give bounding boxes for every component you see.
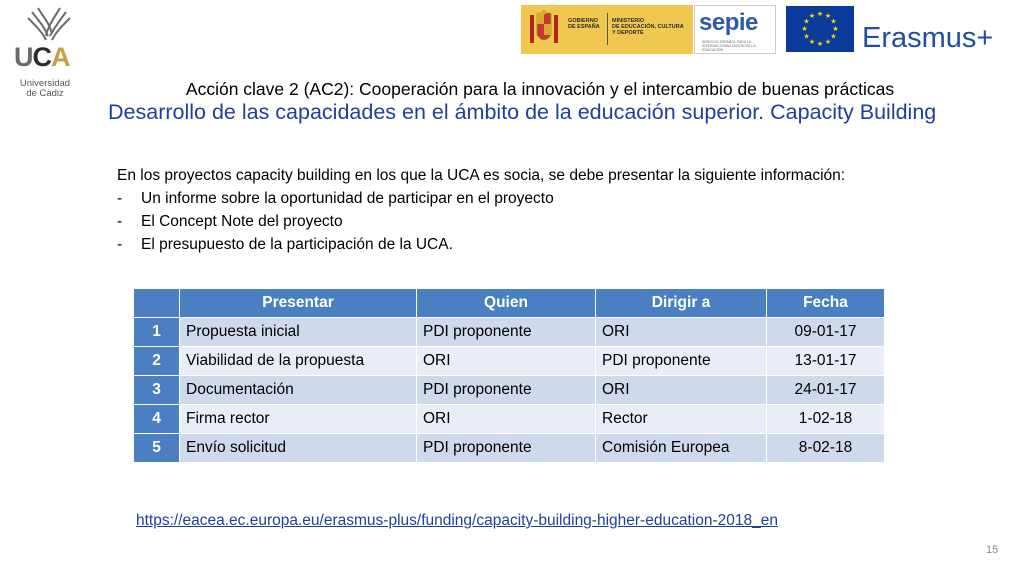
svg-text:★: ★ <box>801 25 808 33</box>
sepie-logo: sepie <box>699 9 758 36</box>
sepie-subtitle: SERVICIO ESPAÑOL PARA LA INTERNACIONALIZACIÓN DE LA EDUCACIÓN <box>702 40 756 52</box>
svg-text:★: ★ <box>830 17 837 26</box>
table-row <box>134 318 885 347</box>
cell-presentar: Envío solicitud <box>180 434 417 463</box>
list-item: - Un informe sobre la oportunidad de participar en el proyecto <box>117 190 554 207</box>
table-header-row <box>134 289 885 318</box>
uca-logo: UCA <box>14 42 70 72</box>
svg-text:★: ★ <box>816 10 824 18</box>
header-fecha: Fecha <box>767 289 885 318</box>
cell-dirigir: ORI <box>596 376 767 405</box>
table-row <box>134 347 885 376</box>
svg-text:★: ★ <box>830 32 837 41</box>
eacea-funding-link[interactable]: https://eacea.ec.europa.eu/erasmus-plus/funding/capacity-building-higher-education-2018_en <box>136 512 778 529</box>
list-item: - El presupuesto de la participación de la UCA. <box>117 236 453 253</box>
cell-quien: ORI <box>417 405 596 434</box>
cell-dirigir: Rector <box>596 405 767 434</box>
row-number: 2 <box>134 347 180 376</box>
cell-fecha: 09-01-17 <box>767 318 885 347</box>
list-item: - El Concept Note del proyecto <box>117 213 343 230</box>
header-presentar: Presentar <box>180 289 417 318</box>
svg-text:★: ★ <box>832 25 839 33</box>
svg-text:★: ★ <box>808 38 816 46</box>
schedule-table <box>133 288 885 463</box>
erasmus-plus-logo: Erasmus+ <box>862 22 994 54</box>
row-number: 3 <box>134 376 180 405</box>
svg-text:★: ★ <box>803 17 810 26</box>
header-quien: Quien <box>417 289 596 318</box>
cell-quien: ORI <box>417 347 596 376</box>
cell-dirigir: ORI <box>596 318 767 347</box>
cell-presentar: Viabilidad de la propuesta <box>180 347 417 376</box>
cell-fecha: 1-02-18 <box>767 405 885 434</box>
eu-flag-icon <box>786 6 854 52</box>
cell-dirigir: PDI proponente <box>596 347 767 376</box>
svg-text:★: ★ <box>808 12 816 20</box>
cell-fecha: 24-01-17 <box>767 376 885 405</box>
svg-text:★: ★ <box>816 40 824 48</box>
divider <box>607 13 608 45</box>
table-row <box>134 376 885 405</box>
row-number: 4 <box>134 405 180 434</box>
cell-fecha: 13-01-17 <box>767 347 885 376</box>
row-number: 5 <box>134 434 180 463</box>
cell-quien: PDI proponente <box>417 376 596 405</box>
intro-lead: En los proyectos capacity building en los que la UCA es socia, se debe presentar la siguiente información: <box>117 167 846 184</box>
table-row <box>134 434 885 463</box>
coat-of-arms-icon <box>527 9 561 49</box>
cell-dirigir: Comisión Europea <box>596 434 767 463</box>
intro-text <box>117 164 845 256</box>
cell-presentar: Documentación <box>180 376 417 405</box>
cell-fecha: 8-02-18 <box>767 434 885 463</box>
page-number: 15 <box>986 544 999 556</box>
header-dirigir: Dirigir a <box>596 289 767 318</box>
svg-text:★: ★ <box>824 12 832 20</box>
slide-title: Desarrollo de las capacidades en el ámbito de la educación superior. Capacity Building <box>108 100 937 124</box>
ministry-label: MINISTERIO DE EDUCACIÓN, CULTURA Y DEPORTE <box>612 18 684 36</box>
cell-presentar: Firma rector <box>180 405 417 434</box>
government-label: GOBIERNO DE ESPAÑA <box>568 18 600 30</box>
cell-presentar: Propuesta inicial <box>180 318 417 347</box>
slide-subtitle: Acción clave 2 (AC2): Cooperación para la innovación y el intercambio de buenas prácticas <box>185 79 895 99</box>
row-number: 1 <box>134 318 180 347</box>
table-row <box>134 405 885 434</box>
svg-text:★: ★ <box>824 38 832 46</box>
cell-quien: PDI proponente <box>417 318 596 347</box>
header-index <box>134 289 180 318</box>
svg-text:★: ★ <box>803 32 810 41</box>
uca-subtitle: Universidad de Cádiz <box>19 78 71 99</box>
cell-quien: PDI proponente <box>417 434 596 463</box>
